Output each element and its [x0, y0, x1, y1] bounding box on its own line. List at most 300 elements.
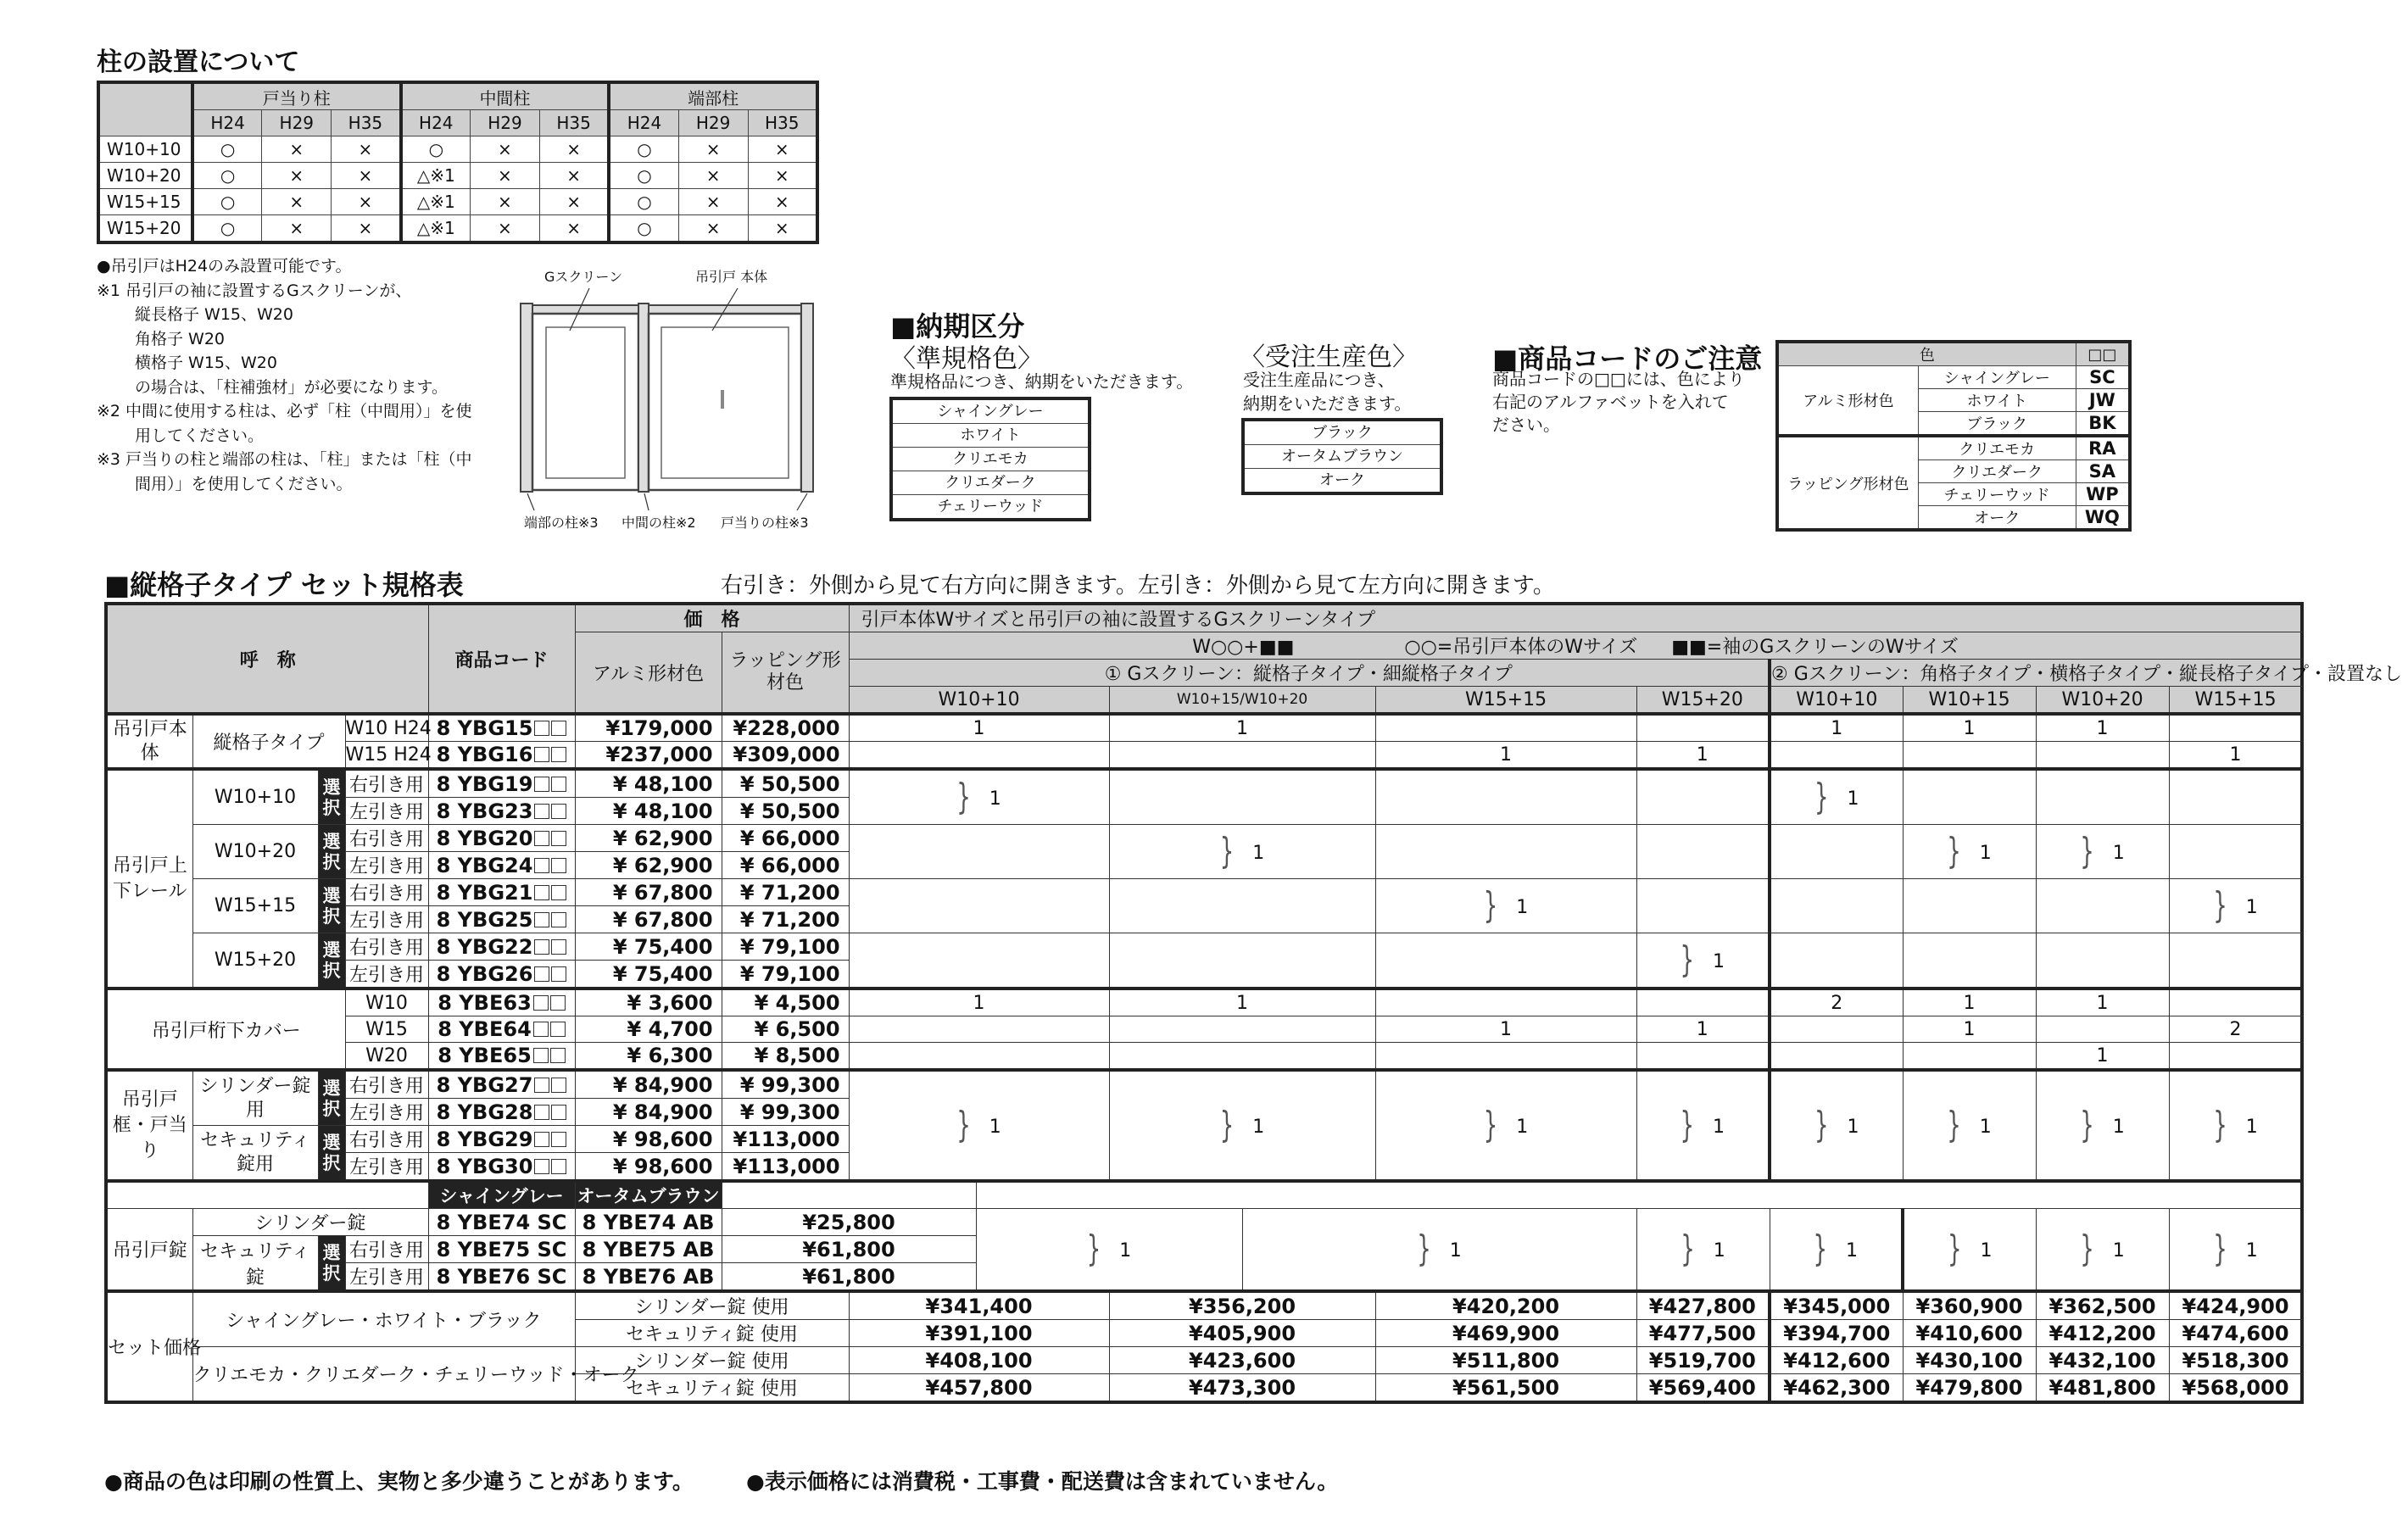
order-text1: 受注生産品につき、 [1243, 370, 1395, 390]
select-badge: 選択 [318, 1236, 345, 1292]
price-alu: ¥ 84,900 [575, 1070, 722, 1099]
pillar-row-label: W15+15 [98, 189, 192, 215]
set-price: ¥473,300 [1109, 1374, 1375, 1403]
price-alu: ¥ 62,900 [575, 825, 722, 852]
set-price: ¥561,500 [1375, 1374, 1636, 1403]
price-alu: ¥179,000 [575, 714, 722, 742]
pillar-cell: ○ [192, 215, 262, 243]
set-price: ¥412,600 [1770, 1347, 1903, 1374]
price-alu: ¥237,000 [575, 742, 722, 770]
qty-cell: } 1 [1636, 1070, 1770, 1181]
set-price: ¥569,400 [1636, 1374, 1770, 1403]
set-price: ¥479,800 [1903, 1374, 2036, 1403]
select-badge: 選択 [318, 879, 345, 933]
qty-cell [849, 825, 1109, 879]
qty-cell [1903, 933, 2036, 989]
qty-cell [849, 1043, 1109, 1071]
qty-cell [2169, 714, 2302, 742]
qty-cell: } 1 [1636, 933, 1770, 989]
set-price: ¥481,800 [2036, 1374, 2169, 1403]
qty-cell [1109, 1016, 1375, 1043]
frame-label: 吊引戸框・戸当り [106, 1070, 192, 1181]
qty-cell: } 1 [849, 769, 1109, 825]
product-code: 8 YBG19 [428, 769, 575, 798]
qty-cell [1636, 1043, 1770, 1071]
set-a: シャイングレー・ホワイト・ブラック [192, 1291, 575, 1347]
set-price: ¥430,100 [1903, 1347, 2036, 1374]
price-alu: ¥ 75,400 [575, 961, 722, 989]
qty-cell [1636, 989, 1770, 1016]
product-code: 8 YBG23 [428, 798, 575, 825]
set-price: ¥420,200 [1375, 1291, 1636, 1320]
price-alu: ¥ 84,900 [575, 1099, 722, 1126]
set-price: ¥394,700 [1770, 1320, 1903, 1347]
product-code: 8 YBG20 [428, 825, 575, 852]
pillar-cell: × [539, 163, 609, 189]
price-wrap: ¥ 79,100 [722, 961, 849, 989]
price-wrap: ¥309,000 [722, 742, 849, 770]
pillar-title: 柱の設置について [97, 47, 300, 77]
h-price: 価 格 [575, 604, 849, 632]
qty-cell [2169, 933, 2302, 989]
label-stop: 戸当りの柱※3 [721, 515, 809, 531]
codenote-line: 右記のアルファベットを入れて [1492, 392, 1729, 412]
pillar-row-label: W10+20 [98, 163, 192, 189]
color-code-table [1775, 340, 2132, 532]
pillar-cell: × [471, 189, 540, 215]
qty-cell: } 1 [1375, 1070, 1636, 1181]
pillar-cell: × [262, 189, 332, 215]
std-color-list [889, 397, 1091, 521]
lock-hdr-sc: シャイングレー [428, 1181, 575, 1209]
pillar-cell: × [678, 136, 748, 163]
code-color: クリエダーク [1918, 460, 2076, 483]
body-sub: W10 H24 [345, 714, 428, 742]
h-group2: ② Gスクリーン：角格子タイプ・横格子タイプ・縦長格子タイプ・設置なし [1770, 660, 2302, 687]
price-alu: ¥ 6,300 [575, 1043, 722, 1071]
pillar-size: H24 [192, 110, 262, 136]
code-group: アルミ形材色 [1777, 366, 1918, 437]
qty-cell [2169, 825, 2302, 879]
qty-cell: 1 [849, 989, 1109, 1016]
qty-cell: 1 [1375, 1016, 1636, 1043]
std-title: 〈準規格色〉 [890, 344, 1043, 374]
pillar-cell: △※1 [401, 189, 471, 215]
pillar-size: H29 [262, 110, 332, 136]
qty-cell: } 1 [1770, 1209, 1903, 1292]
use-sec: セキュリティ錠 使用 [575, 1374, 849, 1403]
product-code: 8 YBG16 [428, 742, 575, 770]
qty-cell [1636, 714, 1770, 742]
note-line: 縦長格子 W15、W20 [135, 305, 293, 324]
qty-cell [2036, 1016, 2169, 1043]
right-label: 右引き用 [345, 1070, 428, 1099]
h-w2: ■■=袖のGスクリーンのWサイズ [1671, 637, 1959, 658]
qty-cell [2036, 769, 2169, 825]
pillar-size: H35 [332, 110, 401, 136]
qty-cell [2169, 989, 2302, 1016]
set-price: ¥477,500 [1636, 1320, 1770, 1347]
note-line: 角格子 W20 [135, 329, 226, 348]
price-alu: ¥ 75,400 [575, 933, 722, 961]
qty-cell [1109, 1043, 1375, 1071]
pillar-size: H24 [401, 110, 471, 136]
price-wrap: ¥ 66,000 [722, 852, 849, 879]
label-door: 吊引戸 本体 [695, 269, 768, 285]
qty-cell: 1 [1636, 742, 1770, 770]
cover-sub: W20 [345, 1043, 428, 1071]
qty-cell: } 1 [1903, 1070, 2036, 1181]
qty-cell: } 1 [2169, 1209, 2302, 1292]
set-price: ¥391,100 [849, 1320, 1109, 1347]
rail-size: W15+15 [192, 879, 318, 933]
pillar-cell: × [539, 215, 609, 243]
code-value: BK [2076, 412, 2130, 437]
pillar-cell: × [332, 215, 401, 243]
product-code: 8 YBG29 [428, 1126, 575, 1153]
pillar-size: H24 [609, 110, 678, 136]
qty-cell: } 1 [2169, 879, 2302, 933]
price-wrap: ¥ 8,500 [722, 1043, 849, 1071]
lock-code-ab: 8 YBE75 AB [575, 1236, 722, 1263]
body-type: 縦格子タイプ [192, 714, 345, 769]
qty-cell: } 1 [1903, 1209, 2036, 1292]
qty-cell [1636, 879, 1770, 933]
h-col: W10+10 [1770, 687, 1903, 715]
set-price: ¥424,900 [2169, 1291, 2302, 1320]
note-line: 間用）」を使用してください。 [135, 474, 353, 493]
code-value: WP [2076, 483, 2130, 506]
qty-cell [1109, 742, 1375, 770]
set-price: ¥457,800 [849, 1374, 1109, 1403]
left-label: 左引き用 [345, 1263, 428, 1292]
codenote-text [1492, 368, 1745, 437]
code-value: WQ [2076, 506, 2130, 531]
price-alu: ¥ 98,600 [575, 1153, 722, 1182]
qty-cell: } 1 [2036, 1209, 2169, 1292]
pillar-table [97, 81, 819, 244]
left-label: 左引き用 [345, 798, 428, 825]
qty-cell: } 1 [1242, 1209, 1636, 1292]
qty-cell: 1 [2169, 742, 2302, 770]
code-value: RA [2076, 436, 2130, 460]
label-end: 端部の柱※3 [524, 515, 599, 531]
qty-cell [1770, 879, 1903, 933]
left-label: 左引き用 [345, 961, 428, 989]
main-title: ■縦格子タイプ セット規格表 [104, 569, 464, 601]
lock-price: ¥25,800 [722, 1209, 976, 1236]
pillar-cell: × [539, 189, 609, 215]
code-head-code: □□ [2076, 342, 2130, 366]
lock-code-ab: 8 YBE76 AB [575, 1263, 722, 1292]
qty-cell [1375, 933, 1636, 989]
pillar-cell: ○ [401, 136, 471, 163]
qty-cell [2036, 879, 2169, 933]
pillar-group: 戸当り柱 [192, 82, 401, 110]
codenote-title: ■商品コードのご注意 [1492, 343, 1763, 375]
qty-cell [2169, 769, 2302, 825]
left-label: 左引き用 [345, 1153, 428, 1182]
qty-cell [2036, 742, 2169, 770]
price-wrap: ¥ 71,200 [722, 906, 849, 933]
order-color: ブラック [1312, 424, 1373, 442]
pillar-cell: ○ [192, 163, 262, 189]
qty-cell: 1 [1109, 989, 1375, 1016]
h-w1: ○○=吊引戸本体のWサイズ [1404, 637, 1638, 658]
set-price: ¥519,700 [1636, 1347, 1770, 1374]
price-wrap: ¥ 71,200 [722, 879, 849, 906]
h-col: W10+20 [2036, 687, 2169, 715]
qty-cell [1903, 769, 2036, 825]
qty-cell: } 1 [1109, 1070, 1375, 1181]
set-price: ¥427,800 [1636, 1291, 1770, 1320]
set-price: ¥432,100 [2036, 1347, 2169, 1374]
cover-label: 吊引戸桁下カバー [106, 989, 345, 1070]
right-label: 右引き用 [345, 769, 428, 798]
set-price: ¥405,900 [1109, 1320, 1375, 1347]
price-alu: ¥ 48,100 [575, 798, 722, 825]
qty-cell: } 1 [1109, 825, 1375, 879]
qty-cell: } 1 [1903, 825, 2036, 879]
note-line: の場合は、「柱補強材」が必要になります。 [135, 377, 448, 397]
qty-cell: 2 [1770, 989, 1903, 1016]
price-alu: ¥ 3,600 [575, 989, 722, 1016]
right-label: 右引き用 [345, 1236, 428, 1263]
qty-cell: } 1 [1375, 879, 1636, 933]
product-code: 8 YBG25 [428, 906, 575, 933]
set-price: ¥412,200 [2036, 1320, 2169, 1347]
pillar-cell: × [748, 189, 817, 215]
door-diagram [509, 263, 814, 534]
pillar-cell: × [678, 215, 748, 243]
pillar-cell: × [471, 215, 540, 243]
pillar-cell: × [332, 189, 401, 215]
code-head-color: 色 [1777, 342, 2076, 366]
lock-spacer [722, 1181, 976, 1209]
pillar-group: 端部柱 [609, 82, 817, 110]
set-spec-table [104, 602, 2403, 1404]
right-label: 右引き用 [345, 825, 428, 852]
product-code: 8 YBE63 [428, 989, 575, 1016]
price-alu: ¥ 67,800 [575, 906, 722, 933]
qty-cell [1770, 742, 1903, 770]
pillar-cell: × [539, 136, 609, 163]
pillar-cell: × [748, 163, 817, 189]
price-wrap: ¥ 99,300 [722, 1070, 849, 1099]
main-subtitle: 右引き：外側から見て右方向に開きます。左引き：外側から見て左方向に開きます。 [721, 573, 1555, 599]
pillar-cell: × [332, 136, 401, 163]
order-color: オータムブラウン [1245, 444, 1440, 468]
qty-cell [1375, 769, 1636, 825]
qty-cell [1375, 825, 1636, 879]
std-color: シャイングレー [937, 403, 1044, 420]
pillar-cell: × [471, 136, 540, 163]
qty-cell: } 1 [1636, 1209, 1770, 1292]
pillar-cell: × [262, 163, 332, 189]
set-price: ¥511,800 [1375, 1347, 1636, 1374]
h-col: W10+15 [1903, 687, 2036, 715]
qty-cell [1770, 1016, 1903, 1043]
price-alu: ¥ 62,900 [575, 852, 722, 879]
select-badge: 選択 [318, 1126, 345, 1182]
pillar-size: H29 [471, 110, 540, 136]
h-col: W15+20 [1636, 687, 1770, 715]
product-code: 8 YBG22 [428, 933, 575, 961]
select-badge: 選択 [318, 933, 345, 989]
std-color: チェリーウッド [893, 494, 1088, 518]
product-code: 8 YBG30 [428, 1153, 575, 1182]
right-label: 右引き用 [345, 933, 428, 961]
price-wrap: ¥ 50,500 [722, 798, 849, 825]
qty-cell: } 1 [2036, 1070, 2169, 1181]
use-cyl: シリンダー錠 使用 [575, 1347, 849, 1374]
qty-cell: 1 [849, 714, 1109, 742]
pillar-size: H35 [748, 110, 817, 136]
qty-cell [1903, 742, 2036, 770]
set-price: ¥469,900 [1375, 1320, 1636, 1347]
product-code: 8 YBE64 [428, 1016, 575, 1043]
qty-cell [1770, 825, 1903, 879]
product-code: 8 YBG15 [428, 714, 575, 742]
pillar-cell: ○ [609, 189, 678, 215]
qty-cell: 1 [1109, 714, 1375, 742]
qty-cell [1375, 1043, 1636, 1071]
h-name: 呼 称 [106, 604, 428, 714]
lock-spacer [976, 1181, 2302, 1209]
qty-cell: 2 [2169, 1016, 2302, 1043]
left-label: 左引き用 [345, 852, 428, 879]
pillar-row-label: W15+20 [98, 215, 192, 243]
code-value: SC [2076, 366, 2130, 389]
h-col: W10+15/W10+20 [1109, 687, 1375, 715]
qty-cell: } 1 [1770, 1070, 1903, 1181]
code-group: ラッピング形材色 [1777, 436, 1918, 530]
select-badge: 選択 [318, 1070, 345, 1126]
pillar-cell: × [262, 215, 332, 243]
h-col: W15+15 [1375, 687, 1636, 715]
pillar-cell: × [332, 163, 401, 189]
product-code: 8 YBG27 [428, 1070, 575, 1099]
price-wrap: ¥113,000 [722, 1153, 849, 1182]
code-value: JW [2076, 389, 2130, 412]
set-price: ¥408,100 [849, 1347, 1109, 1374]
qty-cell: 1 [1636, 1016, 1770, 1043]
cyl-lock: シリンダー錠用 [192, 1070, 318, 1126]
price-wrap: ¥ 66,000 [722, 825, 849, 852]
code-color: ブラック [1918, 412, 2076, 437]
qty-cell [1109, 879, 1375, 933]
cover-sub: W15 [345, 1016, 428, 1043]
select-badge: 選択 [318, 769, 345, 825]
pillar-cell: △※1 [401, 163, 471, 189]
pillar-corner [98, 82, 192, 136]
price-wrap: ¥113,000 [722, 1126, 849, 1153]
set-price: ¥423,600 [1109, 1347, 1375, 1374]
h-wrap: ラッピング形材色 [722, 632, 849, 715]
price-alu: ¥ 48,100 [575, 769, 722, 798]
set-price: ¥568,000 [2169, 1374, 2302, 1403]
code-color: チェリーウッド [1918, 483, 2076, 506]
qty-cell [1375, 989, 1636, 1016]
rail-label: 吊引戸上下レール [106, 769, 192, 989]
lock-price: ¥61,800 [722, 1263, 976, 1292]
label-mid: 中間の柱※2 [622, 515, 696, 531]
pillar-cell: × [262, 136, 332, 163]
product-code: 8 YBG26 [428, 961, 575, 989]
h-qty: 引戸本体Wサイズと吊引戸の袖に設置するGスクリーンタイプ [849, 604, 2302, 632]
right-label: 右引き用 [345, 1126, 428, 1153]
qty-cell [849, 1016, 1109, 1043]
qty-cell: } 1 [849, 1070, 1109, 1181]
qty-cell: 1 [2036, 1043, 2169, 1071]
h-w: W○○+■■ [1192, 637, 1295, 658]
code-color: クリエモカ [1918, 436, 2076, 460]
code-value: SA [2076, 460, 2130, 483]
cover-sub: W10 [345, 989, 428, 1016]
code-color: オーク [1918, 506, 2076, 531]
qty-cell [1636, 825, 1770, 879]
lock-spacer [106, 1181, 428, 1209]
footer-note1: ●商品の色は印刷の性質上、実物と多少違うことがあります。 [104, 1469, 694, 1494]
right-label: 右引き用 [345, 879, 428, 906]
pillar-group: 中間柱 [401, 82, 610, 110]
set-price: ¥410,600 [1903, 1320, 2036, 1347]
qty-cell [849, 933, 1109, 989]
note-line: ※3 戸当りの柱と端部の柱は、「柱」または「柱（中 [97, 450, 472, 469]
lock-code-sc: 8 YBE74 SC [428, 1209, 575, 1236]
body-label: 吊引戸本体 [106, 714, 192, 769]
h-alu: アルミ形材色 [575, 632, 722, 715]
h-col: W10+10 [849, 687, 1109, 715]
pillar-cell: × [748, 215, 817, 243]
set-price: ¥462,300 [1770, 1374, 1903, 1403]
price-wrap: ¥ 79,100 [722, 933, 849, 961]
set-price: ¥518,300 [2169, 1347, 2302, 1374]
left-label: 左引き用 [345, 906, 428, 933]
h-group1: ① Gスクリーン：縦格子タイプ・細縦格子タイプ [849, 660, 1770, 687]
body-sub: W15 H24 [345, 742, 428, 770]
qty-cell [1903, 1043, 2036, 1071]
use-sec: セキュリティ錠 使用 [575, 1320, 849, 1347]
order-color-list [1241, 418, 1443, 495]
order-title: 〈受注生産色〉 [1240, 343, 1418, 372]
set-price: ¥356,200 [1109, 1291, 1375, 1320]
use-cyl: シリンダー錠 使用 [575, 1291, 849, 1320]
qty-cell [1375, 714, 1636, 742]
left-label: 左引き用 [345, 1099, 428, 1126]
lock-code-sc: 8 YBE76 SC [428, 1263, 575, 1292]
label-screen: Gスクリーン [544, 269, 623, 285]
note-line: ※1 吊引戸の袖に設置するGスクリーンが、 [97, 281, 412, 300]
qty-cell [849, 742, 1109, 770]
pillar-cell: ○ [609, 163, 678, 189]
note-line: ※2 中間に使用する柱は、必ず「柱（中間用）」を使 [97, 402, 472, 420]
lock-hdr-ab: オータムブラウン [575, 1181, 722, 1209]
std-color: ホワイト [893, 423, 1088, 447]
sec-lock: セキュリティ錠用 [192, 1126, 318, 1182]
price-wrap: ¥ 50,500 [722, 769, 849, 798]
lock-cyl: シリンダー錠 [192, 1209, 428, 1236]
std-color: クリエダーク [893, 471, 1088, 494]
price-wrap: ¥228,000 [722, 714, 849, 742]
qty-cell [1109, 933, 1375, 989]
qty-cell [1636, 769, 1770, 825]
std-text: 準規格品につき、納期をいただきます。 [890, 371, 1194, 392]
pillar-cell: × [678, 163, 748, 189]
product-code: 8 YBE65 [428, 1043, 575, 1071]
pillar-cell: △※1 [401, 215, 471, 243]
qty-cell: 1 [1903, 1016, 2036, 1043]
